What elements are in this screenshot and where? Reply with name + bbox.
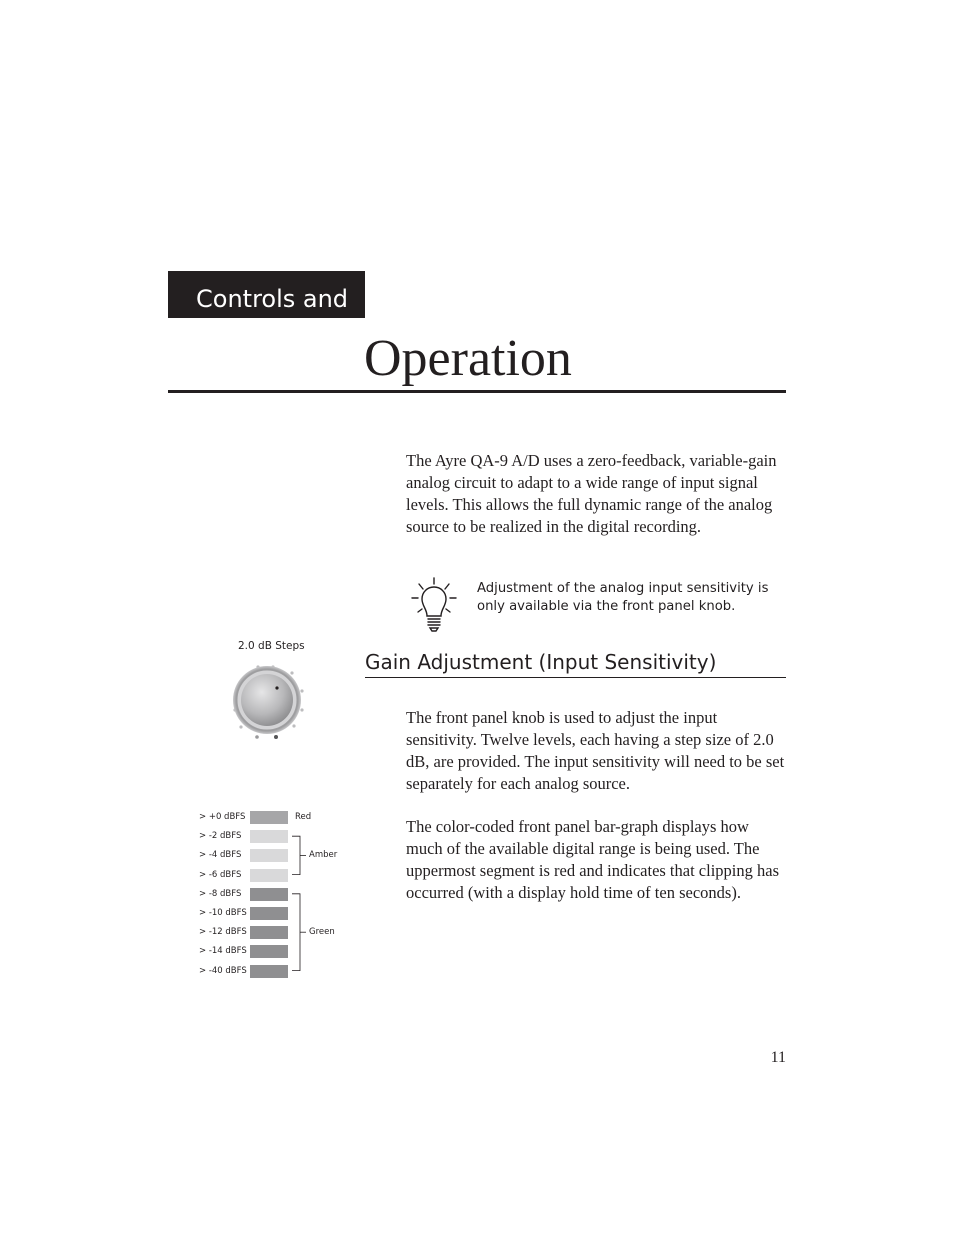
- section-heading: Gain Adjustment (Input Sensitivity): [365, 650, 717, 674]
- meter-level-label: > -14 dBFS: [199, 946, 247, 957]
- meter-level-label: > -8 dBFS: [199, 888, 242, 899]
- page-title: Operation: [364, 330, 572, 387]
- meter-level-label: > -2 dBFS: [199, 831, 242, 842]
- meter-level-label: > -4 dBFS: [199, 850, 242, 861]
- intro-paragraph: The Ayre QA-9 A/D uses a zero-feedback, variable-gain analog circuit to adapt to a wide range of input signal levels. This allows the full dynamic range of the analog source to be realized in the digital recording.: [406, 451, 777, 536]
- section-tab-label: Controls and: [196, 285, 349, 313]
- bracket-line: [292, 836, 300, 874]
- section-divider: [365, 677, 786, 678]
- meter-level-label: > -10 dBFS: [199, 908, 247, 918]
- meter-group-green: Green: [309, 927, 335, 938]
- meter-group-amber: Amber: [309, 850, 338, 861]
- tip-text: Adjustment of the analog input sensitivity is only available via the front panel knob.: [477, 581, 769, 614]
- meter-level-label: > -40 dBFS: [199, 965, 247, 976]
- meter-level-label: > +0 dBFS: [199, 812, 246, 822]
- knob-label: 2.0 dB Steps: [238, 640, 305, 652]
- body-paragraph-bargraph: The color-coded front panel bar-graph displays how much of the available digital range is being used. The uppermost segment is red and indicates that clipping has occurred (with a display hold time of ten seconds).: [406, 817, 779, 902]
- meter-level-label: > -6 dBFS: [199, 869, 242, 880]
- meter-level-label: > -12 dBFS: [199, 927, 247, 938]
- page-number: 11: [770, 1049, 786, 1066]
- bracket-line: [292, 894, 300, 971]
- body-paragraph-knob: The front panel knob is used to adjust the input sensitivity. Twelve levels, each having a step size of 2.0 dB, are provided. The input sensitivity will need to be set separately for each analog source.: [406, 708, 785, 793]
- meter-group-red: Red: [295, 812, 312, 822]
